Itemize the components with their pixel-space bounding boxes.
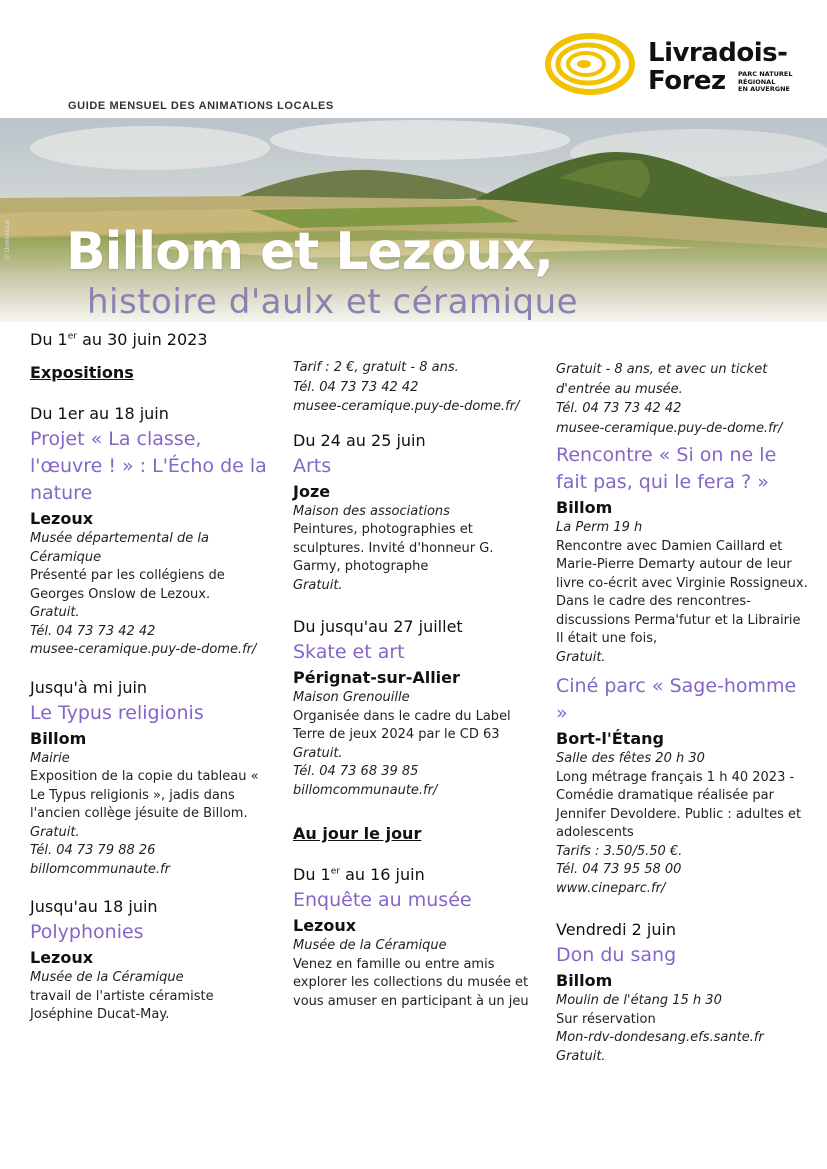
event-item [556,920,811,1066]
event-item [30,404,270,660]
event-item [293,431,533,596]
event-date: Jusqu'à mi juin [30,677,148,697]
column-2 [293,358,533,1029]
event-price: Gratuit. [556,649,606,665]
column-3 [556,360,811,1084]
event-title: Ciné parc « Sage-homme » [556,675,797,724]
event-description: Exposition de la copie du tableau « Le Typus religionis », jadis dans l'ancien collège jésuite de Billom. [30,769,259,821]
event-price: Gratuit. [556,1048,606,1064]
event-item [30,678,270,880]
event-price: Gratuit. [293,577,343,593]
photo-credit: © Dominique [4,219,11,260]
event-continuation [293,358,533,417]
event-title: Rencontre « Si on ne le fait pas, qui le fera ? » [556,444,777,493]
event-link[interactable]: www.cineparc.fr/ [556,880,666,896]
logo-word-forez: Forez [648,66,726,96]
event-link[interactable]: billomcommunaute.fr [30,861,170,877]
event-title: Don du sang [556,944,677,966]
event-description: Venez en famille ou entre amis explorer les collections du musée et vous amuser en participant à un jeu [293,956,529,1009]
event-venue: La Perm 19 h [556,520,643,535]
event-item [556,673,811,898]
event-link[interactable]: musee-ceramique.puy-de-dome.fr/ [556,420,783,436]
event-venue: Salle des fêtes 20 h 30 [556,751,705,766]
guide-subtitle: GUIDE MENSUEL DES ANIMATIONS LOCALES [68,100,334,112]
event-title: Arts [293,454,332,477]
event-date: Du 1er au 16 juin [293,865,425,884]
event-town: Lezoux [30,948,94,967]
event-town: Joze [293,481,331,501]
event-item [30,897,270,1025]
event-date: Jusqu'au 18 juin [30,897,158,916]
event-item [293,865,533,1011]
park-logo[interactable] [544,32,827,102]
event-price: Gratuit. [30,824,80,840]
event-description: Sur réservation [556,1011,656,1027]
event-town: Billom [556,971,613,990]
event-venue: Mairie [30,750,70,766]
event-item [293,617,533,800]
event-title: Le Typus religionis [30,701,204,724]
event-town: Billom [556,498,613,517]
event-phone: Tél. 04 73 73 42 42 [30,623,156,639]
event-phone: Tél. 04 73 73 42 42 [293,379,419,395]
event-price: Gratuit - 8 ans, et avec un ticket d'entrée au musée. [556,362,768,397]
event-venue: Musée départemental de la Céramique [30,531,209,565]
event-date: Du 1er au 18 juin [30,404,169,423]
event-price: Tarifs : 3.50/5.50 €. [556,843,683,859]
event-town: Lezoux [293,916,357,935]
event-town: Lezoux [30,509,94,528]
logo-word-livradois: Livradois- [648,38,788,68]
event-link[interactable]: billomcommunaute.fr/ [293,782,438,798]
event-venue: Maison Grenouille [293,690,410,705]
event-title: Projet « La classe, l'œuvre ! » : L'Écho de la nature [30,428,267,504]
event-town: Billom [30,728,87,748]
event-venue: Moulin de l'étang 15 h 30 [556,993,722,1008]
event-phone: Tél. 04 73 68 39 85 [293,764,419,779]
event-town: Bort-l'Étang [556,729,664,748]
event-continuation [556,360,811,438]
event-description: Rencontre avec Damien Caillard et Marie-Pierre Demarty autour de leur livre co-écrit avec Virginie Rossigneux. Dans le cadre des rencontres-discussions Perma'futur et la Librairie Il était une fois, [556,538,808,646]
event-description: Organisée dans le cadre du Label Terre de jeux 2024 par le CD 63 [293,708,511,742]
event-description: travail de l'artiste céramiste Joséphine Ducat-May. [30,988,214,1022]
contour-logo-icon [544,32,636,96]
event-description: Long métrage français 1 h 40 2023 - Comédie dramatique réalisée par Jennifer Devoldere. Public : adultes et adolescents [556,769,802,840]
event-price: Gratuit. [30,605,80,620]
event-date: Du 24 au 25 juin [293,430,426,450]
event-description: Peintures, photographies et sculptures. Invité d'honneur G. Garmy, photographe [293,522,494,574]
event-link[interactable]: musee-ceramique.puy-de-dome.fr/ [293,399,520,414]
event-price: Gratuit. [293,745,343,761]
event-phone: Tél. 04 73 95 58 00 [556,862,682,877]
event-venue: Musée de la Céramique [293,938,447,953]
page-title: Billom et Lezoux, [66,222,554,282]
event-phone: Tél. 04 73 73 42 42 [556,401,682,416]
event-link[interactable]: Mon-rdv-dondesang.efs.sante.fr [556,1030,764,1045]
event-date: Du jusqu'au 27 juillet [293,617,463,636]
event-date: Vendredi 2 juin [556,920,677,939]
event-title: Skate et art [293,641,405,663]
event-venue: Musée de la Céramique [30,970,184,985]
period-dates: Du 1er au 30 juin 2023 [30,330,208,349]
event-description: Présenté par les collégiens de Georges Onslow de Lezoux. [30,568,225,602]
event-venue: Maison des associations [293,503,450,519]
event-title: Polyphonies [30,921,144,943]
event-item [556,442,811,667]
section-title-au-jour-le-jour: Au jour le jour [293,824,422,843]
event-phone: Tél. 04 73 79 88 26 [30,843,156,858]
logo-subtitle: PARC NATUREL RÉGIONAL EN AUVERGNE [738,70,793,93]
event-link[interactable]: musee-ceramique.puy-de-dome.fr/ [30,642,257,657]
event-town: Pérignat-sur-Allier [293,668,460,687]
page-subtitle: histoire d'aulx et céramique [87,282,579,322]
event-title: Enquête au musée [293,889,472,911]
section-title-expositions: Expositions [30,363,134,382]
column-1 [30,330,270,1043]
event-price: Tarif : 2 €, gratuit - 8 ans. [293,360,459,375]
